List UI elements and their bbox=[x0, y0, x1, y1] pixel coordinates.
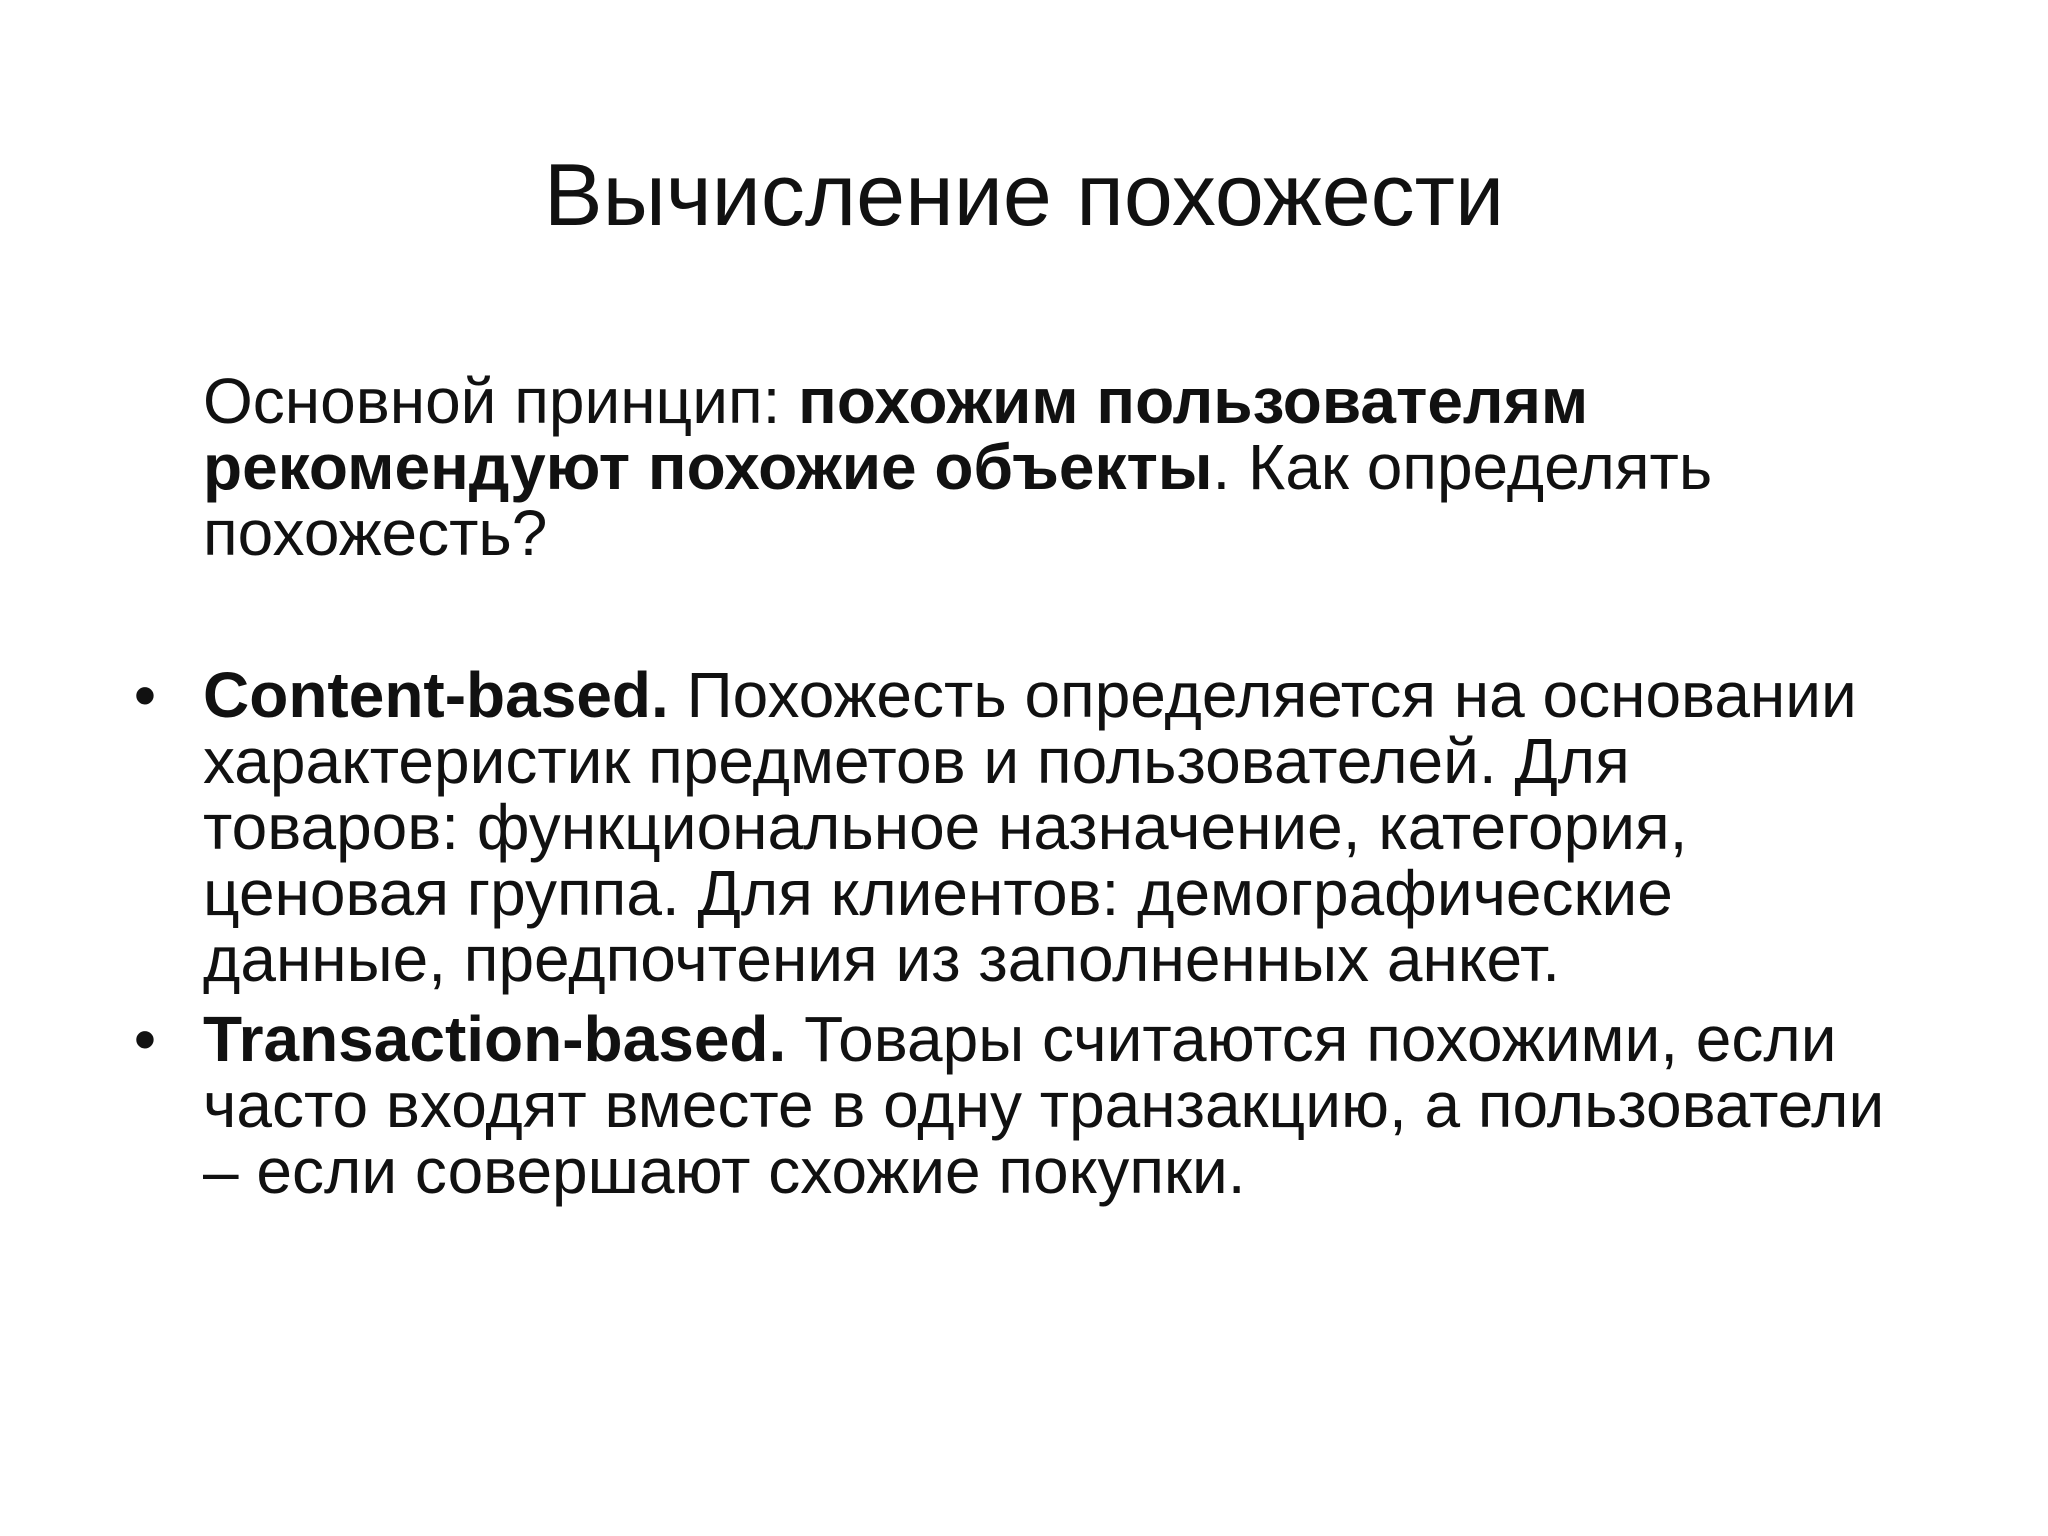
slide-title: Вычисление похожести bbox=[543, 145, 1505, 244]
bullet-item-transaction-based bbox=[133, 1003, 1903, 1207]
bullet-dot: • bbox=[133, 659, 157, 731]
bullet-item-content-based bbox=[133, 659, 1903, 995]
intro-bold-principle: похожим пользователям рекомендуют похожие объекты bbox=[203, 365, 1589, 503]
bullet-dot: • bbox=[133, 1003, 157, 1075]
bullet-text: Похожесть определяется на основании характеристик предметов и пользователей. Для товаров: функциональное назначение, категория, ценовая группа. Для клиентов: демографические данные, предпочтения из заполненных анкет. bbox=[203, 659, 1857, 995]
bullet-term: Transaction-based. bbox=[203, 1003, 787, 1075]
intro-suffix: . Как определять похожесть? bbox=[203, 431, 1713, 569]
bullet-list bbox=[133, 659, 1903, 1218]
bullet-term: Content-based. bbox=[203, 659, 669, 731]
intro-prefix: Основной принцип: bbox=[203, 365, 799, 437]
intro-paragraph bbox=[203, 365, 1883, 569]
bullet-text: Товары считаются похожими, если часто входят вместе в одну транзакцию, а пользователи – если совершают схожие покупки. bbox=[203, 1003, 1885, 1207]
